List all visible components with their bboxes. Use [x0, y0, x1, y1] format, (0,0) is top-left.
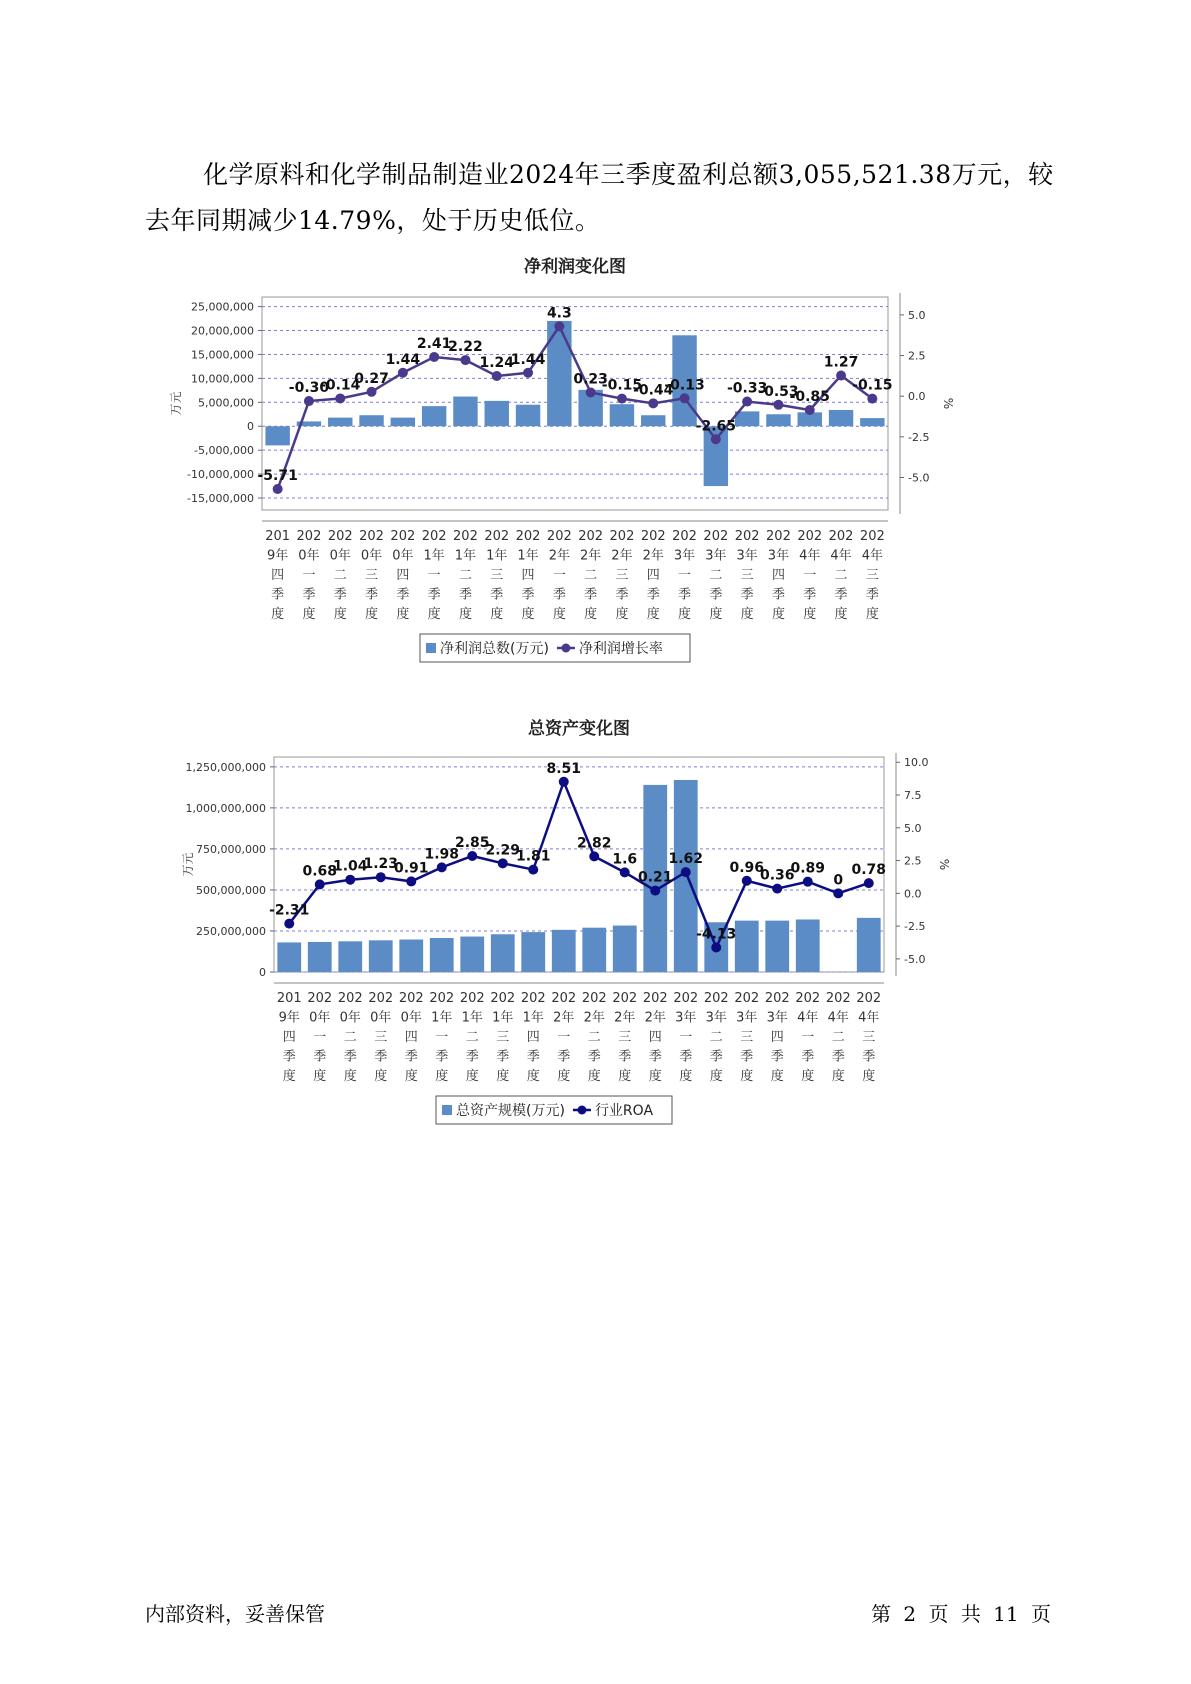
x-tick-label: 202 3年四季度 — [766, 529, 791, 622]
y-tick-label: 500,000,000 — [196, 883, 266, 897]
y2-tick-label: 0.0 — [908, 390, 926, 404]
bar — [857, 918, 881, 972]
line-point — [467, 851, 477, 861]
line-point — [648, 398, 658, 408]
x-tick-label: 202 4年三季度 — [859, 529, 885, 622]
data-label: 1.23 — [363, 856, 399, 873]
y-tick-label: 1,250,000,000 — [185, 760, 266, 774]
line-point — [711, 942, 721, 952]
bar — [430, 938, 454, 972]
line-point — [315, 879, 325, 889]
data-label: 0.96 — [729, 859, 765, 876]
line-point — [345, 875, 355, 885]
x-tick-label: 202 2年二季度 — [581, 991, 607, 1084]
data-label: -0.15 — [852, 377, 893, 394]
y2-tick-label: 10.0 — [904, 756, 929, 770]
summary-paragraph: 化学原料和化学制品制造业2024年三季度盈利总额3,055,521.38万元，较去年同期减少14.79%，处于历史低位。 — [145, 160, 1054, 235]
x-tick-label: 201 9年四季度 — [265, 529, 291, 622]
data-label: -0.44 — [633, 382, 674, 399]
bar — [338, 941, 362, 972]
x-tick-label: 202 3年一季度 — [673, 991, 699, 1084]
data-label: 1.44 — [385, 351, 421, 368]
line-point — [864, 878, 874, 888]
net-profit-chart — [0, 250, 1191, 714]
y-tick-label: 1,000,000,000 — [185, 801, 266, 815]
x-tick-label: 202 2年一季度 — [546, 529, 572, 622]
line-point — [742, 397, 752, 407]
x-tick-label: 202 0年四季度 — [390, 529, 416, 622]
bar — [610, 404, 634, 426]
line-point — [273, 484, 283, 494]
data-label: -0.13 — [664, 377, 705, 394]
bar — [516, 405, 540, 427]
data-label: 1.04 — [332, 858, 368, 875]
bar — [328, 418, 352, 427]
y2-axis-label: % — [941, 397, 955, 410]
bar — [265, 426, 289, 445]
line-point — [304, 396, 314, 406]
bar — [391, 418, 415, 427]
x-tick-label: 202 4年二季度 — [828, 529, 854, 622]
line-point — [836, 371, 846, 381]
x-tick-label: 202 2年三季度 — [609, 529, 635, 622]
data-label: -0.14 — [320, 377, 361, 394]
legend-bar-swatch — [426, 643, 436, 653]
line-point — [429, 352, 439, 362]
x-tick-label: 202 0年二季度 — [337, 991, 363, 1084]
data-label: 2.29 — [485, 842, 521, 859]
line-point — [650, 886, 660, 896]
bar — [485, 401, 509, 426]
x-tick-label: 202 3年三季度 — [734, 529, 760, 622]
data-label: -0.53 — [758, 383, 799, 400]
legend-bar-swatch — [442, 1105, 452, 1115]
data-label: 8.51 — [546, 760, 582, 777]
footer-confidential: 内部资料，妥善保管 — [145, 1602, 325, 1626]
chart-title: 总资产变化图 — [528, 719, 630, 739]
bar — [521, 932, 545, 972]
bar — [582, 928, 606, 972]
x-tick-label: 202 0年一季度 — [307, 991, 333, 1084]
data-label: -0.33 — [726, 380, 768, 397]
x-tick-label: 202 2年四季度 — [642, 991, 668, 1084]
x-tick-label: 202 1年二季度 — [459, 991, 485, 1084]
data-label: 1.62 — [668, 851, 704, 868]
y-tick-label: 25,000,000 — [191, 300, 254, 314]
bar — [460, 937, 484, 972]
x-tick-label: 202 1年一季度 — [421, 529, 447, 622]
y-tick-label: 250,000,000 — [196, 924, 266, 938]
x-tick-label: 202 3年四季度 — [764, 991, 790, 1084]
line-point — [376, 872, 386, 882]
x-tick-label: 202 3年一季度 — [672, 529, 697, 622]
line-point — [523, 368, 533, 378]
x-tick-label: 202 1年四季度 — [520, 991, 546, 1084]
y2-tick-label: -2.5 — [904, 920, 926, 934]
bar — [491, 934, 515, 972]
data-label: 2.85 — [454, 834, 490, 851]
line-point — [367, 387, 377, 397]
x-tick-label: 202 3年三季度 — [734, 991, 760, 1084]
bar — [422, 406, 446, 426]
line-point — [620, 867, 630, 877]
bar — [860, 418, 884, 426]
x-tick-label: 202 4年一季度 — [797, 529, 823, 622]
legend-bar-label: 总资产规模(万元) — [456, 1103, 565, 1119]
line-point — [680, 393, 690, 403]
x-tick-label: 202 0年三季度 — [359, 529, 384, 622]
line-point — [586, 387, 596, 397]
legend-line-marker — [577, 1106, 586, 1115]
y-tick-label: -10,000,000 — [187, 468, 254, 482]
data-label: 0.27 — [354, 370, 389, 387]
line-point — [498, 858, 508, 868]
line-point — [711, 434, 721, 444]
data-label: 1.6 — [612, 851, 638, 868]
data-label: -0.15 — [601, 377, 643, 394]
x-tick-label: 202 1年三季度 — [490, 991, 516, 1084]
bar — [735, 921, 759, 972]
bar — [308, 942, 332, 972]
chart-title: 净利润变化图 — [524, 257, 626, 277]
bar — [399, 940, 423, 972]
bar — [765, 921, 789, 972]
y-axis-label: 万元 — [181, 852, 195, 877]
x-tick-label: 202 0年四季度 — [398, 991, 424, 1084]
x-tick-label: 202 2年二季度 — [578, 529, 604, 622]
y-tick-label: -15,000,000 — [187, 492, 254, 506]
line-point — [284, 919, 294, 929]
data-label: -0.85 — [789, 389, 830, 406]
x-tick-label: 202 1年二季度 — [453, 529, 478, 622]
data-label: -5.71 — [257, 468, 298, 485]
line-point — [437, 862, 447, 872]
y-tick-label: 10,000,000 — [191, 372, 254, 386]
data-label: 1.44 — [510, 351, 546, 368]
total-assets-chart-svg — [0, 712, 1191, 1172]
data-label: 0.89 — [790, 860, 826, 877]
y2-tick-label: 0.0 — [904, 887, 922, 901]
footer-page-number: 第 2 页 共 11 页 — [871, 1602, 1051, 1626]
y2-tick-label: -2.5 — [908, 430, 930, 444]
data-label: -4.13 — [696, 926, 737, 943]
legend-line-label: 净利润增长率 — [578, 641, 663, 657]
bar — [641, 415, 665, 426]
line-point — [406, 876, 416, 886]
data-label: 1.81 — [515, 848, 551, 865]
x-tick-label: 202 3年二季度 — [703, 991, 729, 1084]
bar — [552, 930, 576, 972]
bar — [766, 414, 790, 426]
data-label: 0.68 — [302, 863, 338, 880]
x-tick-label: 202 4年一季度 — [795, 991, 821, 1084]
y2-tick-label: -5.0 — [904, 952, 926, 966]
data-label: 4.3 — [546, 305, 572, 322]
data-label: 0.23 — [573, 371, 608, 388]
y2-tick-label: 5.0 — [904, 821, 922, 835]
line-point — [772, 884, 782, 894]
x-tick-label: 202 2年三季度 — [612, 991, 638, 1084]
bar — [796, 919, 820, 972]
x-tick-label: 202 3年二季度 — [703, 529, 729, 622]
line-point — [803, 877, 813, 887]
data-label: -0.30 — [288, 380, 330, 397]
line-point — [617, 394, 627, 404]
x-tick-label: 202 1年一季度 — [429, 991, 455, 1084]
y-tick-label: 5,000,000 — [198, 396, 254, 410]
line-point — [681, 867, 691, 877]
x-tick-label: 202 0年一季度 — [296, 529, 322, 622]
y2-axis-label: % — [937, 858, 951, 871]
x-tick-label: 202 4年二季度 — [825, 991, 851, 1084]
x-tick-label: 202 4年三季度 — [856, 991, 882, 1084]
y2-tick-label: 5.0 — [908, 308, 926, 322]
legend-line-label: 行业ROA — [594, 1103, 654, 1119]
data-label: 2.41 — [416, 335, 452, 352]
line-point — [460, 355, 470, 365]
line-point — [773, 400, 783, 410]
line-point — [398, 368, 408, 378]
y2-tick-label: -5.0 — [908, 471, 930, 485]
data-label: -2.31 — [269, 902, 310, 919]
x-tick-label: 202 2年四季度 — [640, 529, 666, 622]
net-profit-chart-svg — [0, 250, 1191, 710]
data-label: -2.65 — [695, 418, 737, 435]
x-tick-label: 202 2年一季度 — [551, 991, 577, 1084]
x-tick-label: 201 9年四季度 — [276, 991, 302, 1084]
y-tick-label: -5,000,000 — [194, 444, 254, 458]
data-label: 0.91 — [393, 860, 429, 877]
bar — [613, 926, 637, 972]
data-label: 0 — [833, 872, 844, 889]
line-point — [742, 876, 752, 886]
y-tick-label: 0 — [247, 420, 254, 434]
bar — [453, 397, 477, 427]
data-label: 1.27 — [823, 354, 859, 371]
bar — [369, 940, 393, 972]
bar — [359, 415, 383, 426]
x-tick-label: 202 1年四季度 — [515, 529, 541, 622]
data-label: 0.78 — [851, 862, 887, 879]
legend-line-marker — [561, 644, 570, 653]
x-tick-label: 202 0年二季度 — [327, 529, 353, 622]
y-tick-label: 750,000,000 — [196, 842, 266, 856]
data-label: 2.22 — [448, 339, 483, 356]
legend-bar-label: 净利润总数(万元) — [440, 641, 549, 657]
total-assets-chart — [0, 712, 1191, 1176]
x-tick-label: 202 1年三季度 — [484, 529, 510, 622]
data-label: 1.24 — [479, 355, 515, 372]
line-point — [805, 405, 815, 415]
line-point — [589, 851, 599, 861]
line-point — [554, 321, 564, 331]
bar — [829, 410, 853, 426]
data-label: 2.82 — [576, 835, 612, 852]
y2-tick-label: 2.5 — [904, 854, 922, 868]
y-tick-label: 20,000,000 — [191, 324, 254, 338]
line-point — [867, 394, 877, 404]
y-axis-label: 万元 — [169, 391, 183, 416]
data-label: 0.21 — [637, 869, 673, 886]
line-point — [833, 888, 843, 898]
y2-tick-label: 2.5 — [908, 349, 926, 363]
data-label: 1.98 — [424, 846, 460, 863]
x-tick-label: 202 0年三季度 — [368, 991, 394, 1084]
line-point — [335, 393, 345, 403]
y-tick-label: 15,000,000 — [191, 348, 254, 362]
y2-tick-label: 7.5 — [904, 789, 922, 803]
line-point — [492, 371, 502, 381]
line-point — [559, 777, 569, 787]
bar — [277, 942, 301, 972]
line-point — [528, 865, 538, 875]
y-tick-label: 0 — [259, 966, 266, 979]
data-label: 0.36 — [759, 867, 795, 884]
